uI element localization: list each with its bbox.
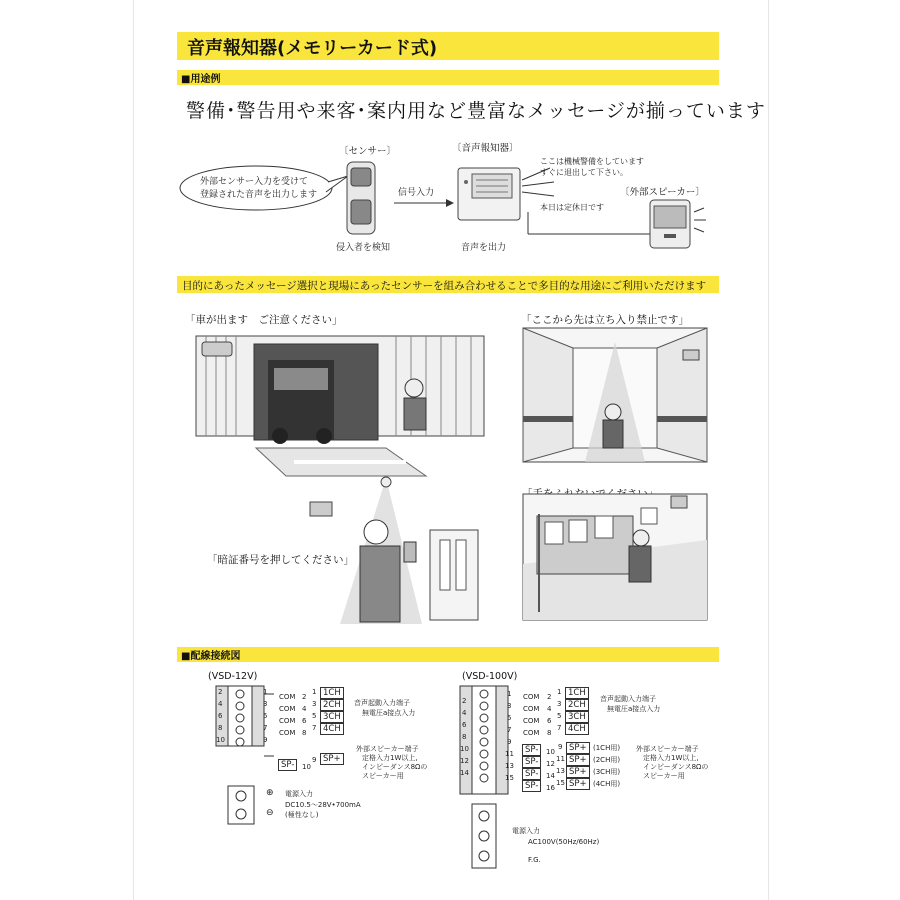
vsd100v-sp-note-4: スピーカー用 xyxy=(643,772,685,780)
headline: 警備･警告用や来客･案内用など豊富なメッセージが揃っています xyxy=(186,100,766,122)
vsd12v-channel-1: 1CH xyxy=(320,687,344,699)
wiring-section-bar xyxy=(177,647,719,662)
scene-no-entry-label: 「ここから先は立ち入り禁止です」 xyxy=(521,314,689,326)
vsd100v-right-term-2: 3 xyxy=(507,702,512,710)
vsd100v-sp-use-4: (4CH用) xyxy=(593,780,621,788)
vsd12v-sp-note-3: インピーダンス8Ωの xyxy=(362,763,428,771)
vsd100v-right-term-6: 11 xyxy=(505,750,514,758)
vsd100v-com-num-2: 2 xyxy=(547,693,552,701)
vsd100v-sp-num-9: 9 xyxy=(558,743,563,751)
vsd12v-com-num-6: 6 xyxy=(302,717,307,725)
vsd12v-com-num-4: 4 xyxy=(302,705,307,713)
vsd12v-right-term-4: 7 xyxy=(263,724,268,732)
vsd100v-left-term-1: 2 xyxy=(462,697,467,705)
vsd12v-com-2: COM xyxy=(279,705,296,713)
external-speaker-icon xyxy=(648,198,710,254)
mid-banner xyxy=(177,276,719,293)
bubble-line-2: 登録された音声を出力します xyxy=(200,190,318,200)
vsd100v-model: (VSD-100V) xyxy=(462,671,518,682)
speaker-label: 〔外部スピーカー〕 xyxy=(620,187,705,198)
vsd100v-com-num-5: 5 xyxy=(557,712,562,720)
vsd12v-com-num-2: 2 xyxy=(302,693,307,701)
vsd12v-sp-num-10: 10 xyxy=(302,763,311,771)
sensor-device-icon xyxy=(343,160,381,238)
vsd12v-com-num-3: 3 xyxy=(312,700,317,708)
vsd100v-com-num-4: 4 xyxy=(547,705,552,713)
vsd12v-channel-3: 3CH xyxy=(320,711,344,723)
usage-section-title: ■用途例 xyxy=(181,74,221,85)
vsd100v-sp-num-10: 10 xyxy=(546,748,555,756)
vsd100v-sp-minus-1: SP- xyxy=(522,744,541,756)
vsd12v-model: (VSD-12V) xyxy=(208,671,258,682)
vsd100v-sp-plus-4: SP+ xyxy=(566,778,590,790)
vsd100v-sp-note-3: インピーダンス8Ωの xyxy=(643,763,709,771)
message-2: 本日は定休日です xyxy=(540,203,604,212)
vsd12v-com-4: COM xyxy=(279,729,296,737)
vsd12v-sp-plus: SP+ xyxy=(320,753,344,765)
vsd100v-sp-num-13: 13 xyxy=(556,767,565,775)
vsd100v-com-num-3: 3 xyxy=(557,700,562,708)
vsd100v-sp-num-15: 15 xyxy=(556,779,565,787)
wiring-section-title: ■配線接続図 xyxy=(181,651,241,662)
vsd100v-right-term-4: 7 xyxy=(507,726,512,734)
sensor-label: 〔センサー〕 xyxy=(339,146,397,157)
vsd100v-left-term-7: 14 xyxy=(460,769,469,777)
vsd100v-power-label: 電源入力 xyxy=(512,827,540,835)
vsd100v-com-2: COM xyxy=(523,705,540,713)
vsd100v-right-term-8: 15 xyxy=(505,774,514,782)
vsd100v-channel-2: 2CH xyxy=(565,699,589,711)
vsd12v-power-note: (極性なし) xyxy=(285,811,319,819)
vsd12v-left-term-5: 10 xyxy=(216,736,225,744)
garage-illustration xyxy=(196,326,486,484)
vsd12v-sp-note-2: 定格入力1W以上, xyxy=(362,754,418,762)
vsd12v-com-3: COM xyxy=(279,717,296,725)
vsd100v-left-term-2: 4 xyxy=(462,709,467,717)
vsd12v-sp-note-1: 外部スピーカー端子 xyxy=(356,745,419,753)
vsd100v-sp-use-2: (2CH用) xyxy=(593,756,621,764)
vsd12v-sp-num-9: 9 xyxy=(312,756,317,764)
vsd100v-com-num-6: 6 xyxy=(547,717,552,725)
vsd100v-right-term-5: 9 xyxy=(507,738,512,746)
vsd100v-sp-minus-3: SP- xyxy=(522,768,541,780)
vsd100v-channel-4: 4CH xyxy=(565,723,589,735)
vsd12v-power-label: 電源入力 xyxy=(285,790,313,798)
scene-pin-label: 「暗証番号を押してください」 xyxy=(207,554,354,566)
vsd100v-fg: F.G. xyxy=(528,856,541,864)
mid-banner-text: 目的にあったメッセージ選択と現場にあったセンサーを組み合わせることで多目的な用途にご利用いただけます xyxy=(182,280,707,292)
vsd100v-sp-plus-2: SP+ xyxy=(566,754,590,766)
vsd100v-left-term-5: 10 xyxy=(460,745,469,753)
bubble-line-1: 外部センサー入力を受けて xyxy=(200,177,309,187)
vsd12v-left-term-3: 6 xyxy=(218,712,223,720)
message-1-line-1: ここは機械警備をしています xyxy=(540,157,644,166)
title-banner xyxy=(177,32,719,60)
vsd12v-com-1: COM xyxy=(279,693,296,701)
vsd100v-right-term-1: 1 xyxy=(507,690,512,698)
vsd100v-com-3: COM xyxy=(523,717,540,725)
vsd100v-sp-note-1: 外部スピーカー端子 xyxy=(636,745,699,753)
output-label: 音声を出力 xyxy=(461,243,507,253)
vsd12v-channel-2: 2CH xyxy=(320,699,344,711)
vsd100v-com-num-7: 7 xyxy=(557,724,562,732)
vsd100v-channel-1: 1CH xyxy=(565,687,589,699)
vsd12v-left-term-2: 4 xyxy=(218,700,223,708)
vsd12v-power-spec: DC10.5〜28V•700mA xyxy=(285,801,361,809)
vsd100v-sp-num-11: 11 xyxy=(556,755,565,763)
vsd12v-input-note-2: 無電圧a接点入力 xyxy=(362,709,416,717)
vsd12v-com-num-7: 7 xyxy=(312,724,317,732)
vsd100v-sp-minus-4: SP- xyxy=(522,780,541,792)
usage-section-bar xyxy=(177,70,719,85)
vsd12v-left-term-1: 2 xyxy=(218,688,223,696)
vsd100v-left-term-4: 8 xyxy=(462,733,467,741)
vsd100v-sp-use-1: (1CH用) xyxy=(593,744,621,752)
vsd100v-com-num-1: 1 xyxy=(557,688,562,696)
vsd100v-sp-num-14: 14 xyxy=(546,772,555,780)
intruder-label: 侵入者を検知 xyxy=(336,243,391,253)
vsd12v-input-note-1: 音声起動入力端子 xyxy=(354,699,410,707)
vsd100v-sp-num-16: 16 xyxy=(546,784,555,792)
vsd100v-sp-minus-2: SP- xyxy=(522,756,541,768)
vsd100v-sp-use-3: (3CH用) xyxy=(593,768,621,776)
exhibit-illustration xyxy=(523,494,709,622)
pin-entry-illustration xyxy=(300,478,490,626)
vsd100v-input-note-2: 無電圧a接点入力 xyxy=(607,705,661,713)
vsd12v-sp-minus: SP- xyxy=(278,759,297,771)
vsd12v-right-term-1: 1 xyxy=(263,688,268,696)
scene-car-label: 「車が出ます ご注意ください」 xyxy=(185,314,343,326)
signal-label: 信号入力 xyxy=(398,188,435,198)
vsd12v-channel-4: 4CH xyxy=(320,723,344,735)
vsd100v-sp-plus-1: SP+ xyxy=(566,742,590,754)
vsd12v-left-term-4: 8 xyxy=(218,724,223,732)
vsd100v-right-term-7: 13 xyxy=(505,762,514,770)
vsd100v-sp-plus-3: SP+ xyxy=(566,766,590,778)
vsd100v-power-spec: AC100V(50Hz/60Hz) xyxy=(528,838,600,846)
vsd100v-left-term-3: 6 xyxy=(462,721,467,729)
vsd100v-sp-num-12: 12 xyxy=(546,760,555,768)
vsd12v-right-term-3: 5 xyxy=(263,712,268,720)
vsd100v-com-4: COM xyxy=(523,729,540,737)
vsd100v-com-1: COM xyxy=(523,693,540,701)
device-label: 〔音声報知器〕 xyxy=(452,143,519,154)
page-title: 音声報知器(メモリーカード式) xyxy=(187,38,438,59)
vsd100v-right-term-3: 5 xyxy=(507,714,512,722)
vsd12v-power-block xyxy=(228,786,262,826)
vsd12v-right-term-2: 3 xyxy=(263,700,268,708)
announcer-device-icon xyxy=(456,162,524,224)
message-1-line-2: すぐに退出して下さい。 xyxy=(540,168,628,177)
vsd12v-com-num-8: 8 xyxy=(302,729,307,737)
vsd12v-com-num-5: 5 xyxy=(312,712,317,720)
vsd12v-com-num-1: 1 xyxy=(312,688,317,696)
vsd12v-sp-note-4: スピーカー用 xyxy=(362,772,404,780)
corridor-illustration xyxy=(523,328,709,464)
vsd100v-left-term-6: 12 xyxy=(460,757,469,765)
vsd100v-channel-3: 3CH xyxy=(565,711,589,723)
vsd100v-com-num-8: 8 xyxy=(547,729,552,737)
vsd12v-minus: ⊖ xyxy=(266,808,274,818)
vsd12v-right-term-5: 9 xyxy=(263,736,268,744)
vsd12v-plus: ⊕ xyxy=(266,788,274,798)
vsd100v-input-note-1: 音声起動入力端子 xyxy=(600,695,656,703)
signal-arrow xyxy=(394,198,454,208)
vsd100v-sp-note-2: 定格入力1W以上, xyxy=(643,754,699,762)
